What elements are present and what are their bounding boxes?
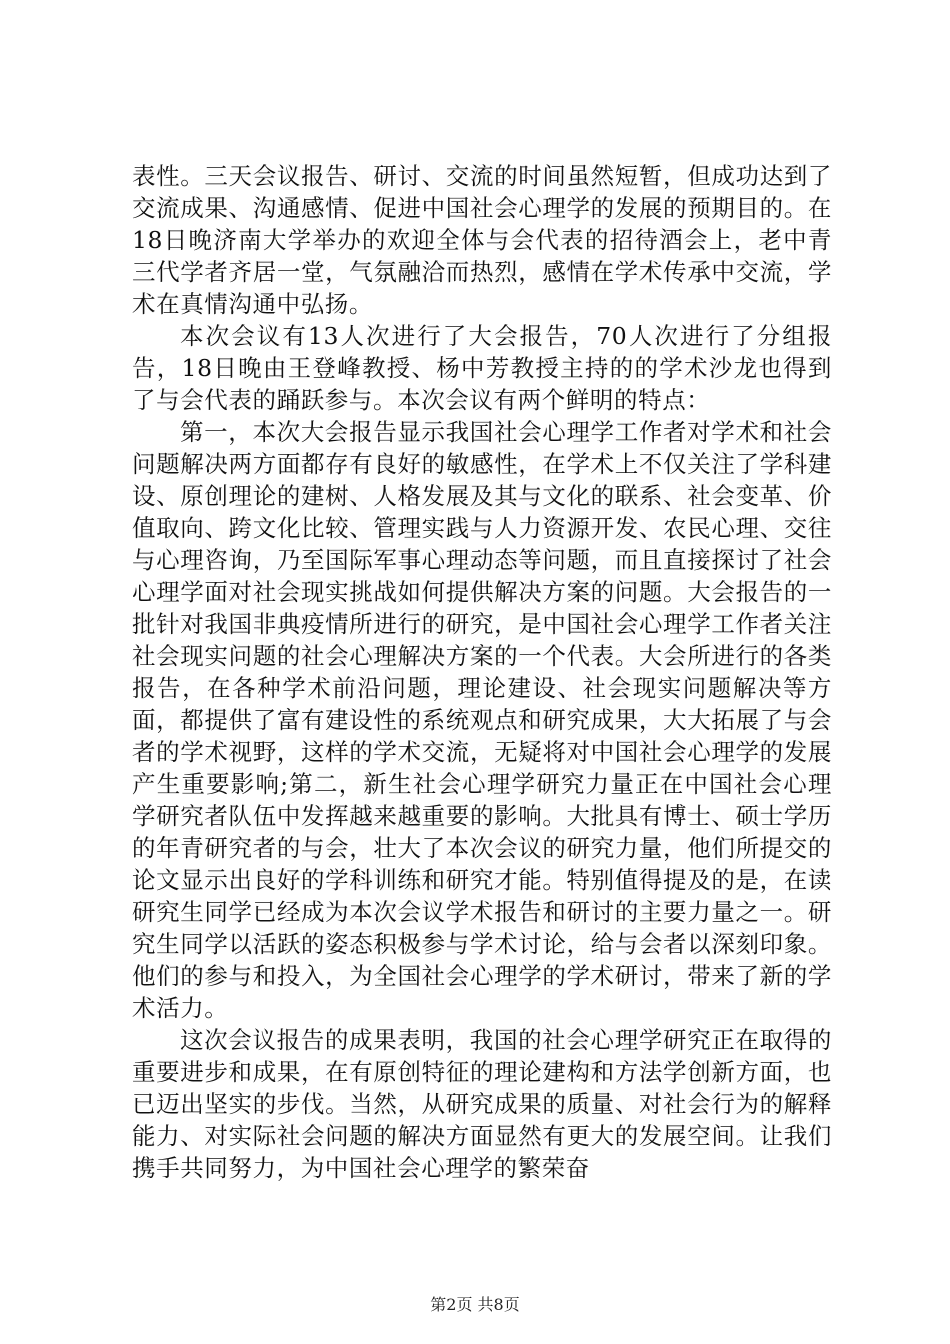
page-number: 第2页 共8页 bbox=[430, 1295, 520, 1314]
paragraph-4: 这次会议报告的成果表明，我国的社会心理学研究正在取得的重要进步和成果，在有原创特征的理论建构和方法学创新方面，也已迈出坚实的步伐。当然，从研究成果的质量、对社会行为的解释能力、对实际社会问题的解决方面显然有更大的发展空间。让我们携手共同努力，为中国社会心理学的繁荣奋 bbox=[132, 1026, 832, 1182]
paragraph-2: 本次会议有13人次进行了大会报告，70人次进行了分组报告，18日晚由王登峰教授、杨中芳教授主持的的学术沙龙也得到了与会代表的踊跃参与。本次会议有两个鲜明的特点： bbox=[132, 322, 832, 414]
body-text bbox=[132, 160, 832, 1184]
paragraph-3: 第一，本次大会报告显示我国社会心理学工作者对学术和社会问题解决两方面都存有良好的敏感性，在学术上不仅关注了学科建设、原创理论的建树、人格发展及其与文化的联系、社会变革、价值取向、跨文化比较、管理实践与人力资源开发、农民心理、交往与心理咨询，乃至国际军事心理动态等问题，而且直接探讨了社会心理学面对社会现实挑战如何提供解决方案的问题。大会报告的一批针对我国非典疫情所进行的研究，是中国社会心理学工作者关注社会现实问题的社会心理解决方案的一个代表。大会所进行的各类报告，在各种学术前沿问题，理论建设、社会现实问题解决等方面，都提供了富有建设性的系统观点和研究成果，大大拓展了与会者的学术视野，这样的学术交流，无疑将对中国社会心理学的发展产生重要影响;第二，新生社会心理学研究力量正在中国社会心理学研究者队伍中发挥越来越重要的影响。大批具有博士、硕士学历的年青研究者的与会，壮大了本次会议的研究力量，他们所提交的论文显示出良好的学科训练和研究才能。特别值得提及的是，在读研究生同学已经成为本次会议学术报告和研讨的主要力量之一。研究生同学以活跃的姿态积极参与学术讨论，给与会者以深刻印象。他们的参与和投入，为全国社会心理学的学术研讨，带来了新的学术活力。 bbox=[132, 418, 832, 1022]
page-footer bbox=[0, 1295, 950, 1315]
paragraph-1: 表性。三天会议报告、研讨、交流的时间虽然短暂，但成功达到了交流成果、沟通感情、促进中国社会心理学的发展的预期目的。在18日晚济南大学举办的欢迎全体与会代表的招待酒会上，老中青三代学者齐居一堂，气氛融洽而热烈，感情在学术传承中交流，学术在真情沟通中弘扬。 bbox=[132, 162, 832, 318]
